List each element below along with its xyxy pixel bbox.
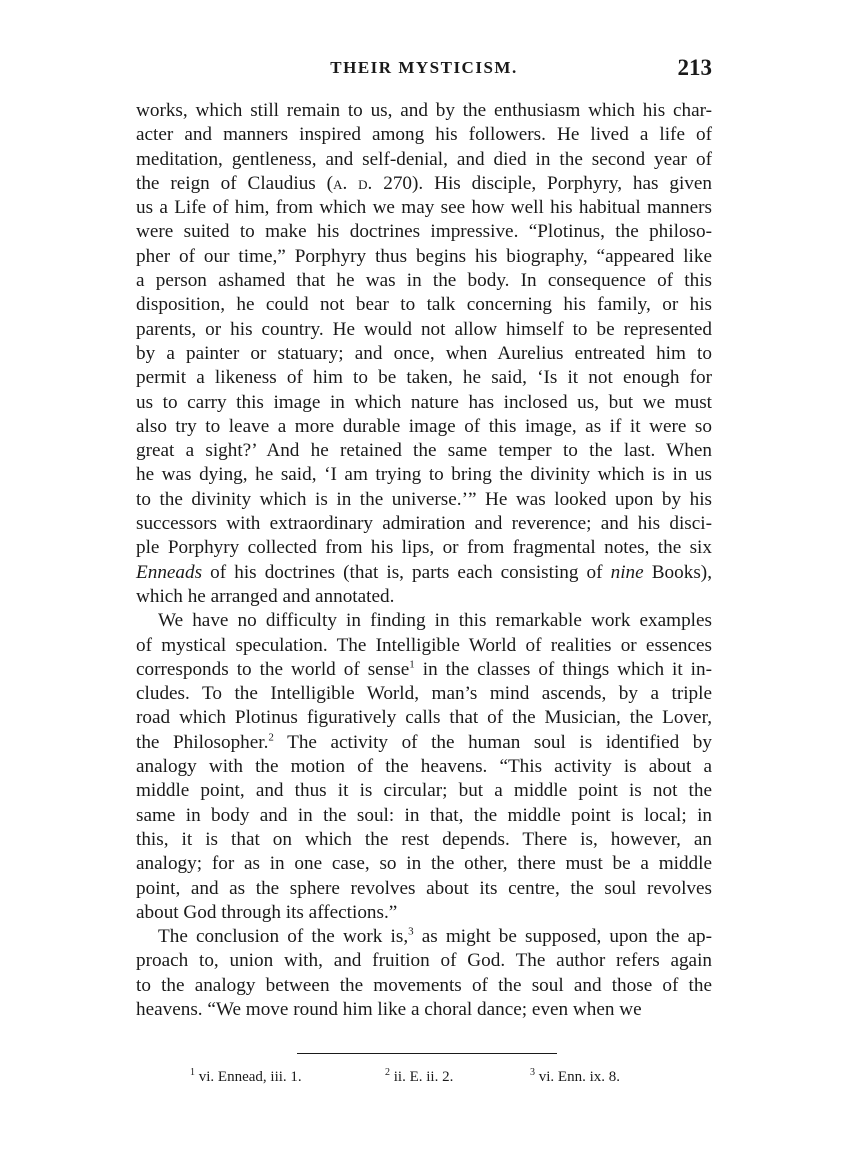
text-line: We have no difficulty in finding in this remarkable work examples	[158, 610, 712, 632]
text-line: successors with extraordinary admiration and reverence; and his disci-	[136, 513, 712, 535]
text-line: ple Porphyry collected from his lips, or from fragmental notes, the six	[136, 537, 712, 559]
paragraph	[136, 609, 712, 925]
text-line: disposition, he could not bear to talk concerning his family, or his	[136, 294, 712, 316]
text-line: works, which still remain to us, and by the enthusiasm which his char-	[136, 100, 712, 121]
text-line: about God through its affections.”	[136, 901, 398, 923]
footnote-mark: 1	[190, 1067, 195, 1078]
text-line: he was dying, he said, ‘I am trying to bring the divinity which is in us	[136, 464, 712, 486]
text-line: us a Life of him, from which we may see how well his habitual manners	[136, 197, 712, 219]
footnote-text: ii. E. ii. 2.	[393, 1069, 454, 1085]
footnote-rule	[297, 1053, 557, 1054]
text-line: road which Plotinus figuratively calls that of the Musician, the Lover,	[136, 707, 712, 729]
text-line: by a painter or statuary; and once, when Aurelius entreated him to	[136, 342, 712, 364]
text-line: heavens. “We move round him like a choral dance; even when we	[136, 998, 642, 1020]
text-line: proach to, union with, and fruition of God. The author refers again	[136, 950, 712, 972]
text-line: this, it is that on which the rest depends. There is, however, an	[136, 828, 712, 850]
text-line: pher of our time,” Porphyry thus begins his biography, “appeared like	[136, 245, 712, 267]
footnote-2	[385, 1069, 453, 1086]
footnote-text: vi. Enn. ix. 8.	[538, 1069, 620, 1085]
text-line: acter and manners inspired among his followers. He lived a life of	[136, 124, 712, 146]
footnote-3	[530, 1069, 620, 1086]
running-title: THEIR MYSTICISM.	[330, 58, 518, 77]
text-line: to the divinity which is in the universe.’” He was looked upon by his	[136, 488, 712, 510]
text-line: corresponds to the world of sense$^1$ in the classes of things which it in-	[136, 658, 712, 680]
text-line: of mystical speculation. The Intelligible World of realities or essences	[136, 634, 712, 656]
text-line: cludes. To the Intelligible World, man’s mind ascends, by a triple	[136, 683, 712, 705]
text-line: analogy; for as in one case, so in the other, there must be a middle	[136, 853, 712, 875]
paragraph	[136, 925, 712, 1022]
text-line: same in body and in the soul: in that, the middle point is local; in	[136, 804, 712, 826]
text-line: permit a likeness of him to be taken, he said, ‘Is it not enough for	[136, 367, 712, 389]
text-line: which he arranged and annotated.	[136, 585, 395, 607]
text-line: a person ashamed that he was in the body. In consequence of this	[136, 270, 712, 292]
text-line: middle point, and thus it is circular; but a middle point is not the	[136, 780, 712, 802]
text-line: to the analogy between the movements of the soul and those of the	[136, 974, 712, 996]
footnote-mark: 3	[530, 1067, 535, 1078]
text-line: us to carry this image in which nature has inclosed us, but we must	[136, 391, 712, 413]
footnotes	[190, 1069, 670, 1093]
text-line: Enneads of his doctrines (that is, parts each consisting of nine Books),	[136, 561, 712, 583]
text-line: the reign of Claudius (a. d. 270). His disciple, Porphyry, has given	[136, 172, 713, 194]
page-header	[136, 55, 712, 88]
text-line: also try to leave a more durable image of this image, as if it were so	[136, 415, 712, 437]
text-line: parents, or his country. He would not allow himself to be represented	[136, 318, 712, 340]
text-line: meditation, gentleness, and self-denial, and died in the second year of	[136, 148, 712, 170]
text-line: The conclusion of the work is,$^3$ as might be supposed, upon the ap-	[158, 925, 712, 948]
text-line: were suited to make his doctrines impressive. “Plotinus, the philoso-	[136, 221, 712, 243]
page-number: 213	[677, 55, 712, 80]
body-text	[136, 99, 712, 1022]
footnote-text: vi. Ennead, iii. 1.	[198, 1069, 302, 1085]
footnote-mark: 2	[385, 1067, 390, 1078]
text-line: point, and as the sphere revolves about its centre, the soul revolves	[136, 877, 712, 899]
text-line: the Philosopher.$^2$ The activity of the human soul is identified by	[136, 731, 712, 753]
text-line: analogy with the motion of the heavens. “This activity is about a	[136, 756, 712, 778]
text-line: great a sight?’ And he retained the same temper to the last. When	[136, 440, 712, 462]
paragraph	[136, 99, 712, 609]
footnote-1	[190, 1069, 302, 1086]
